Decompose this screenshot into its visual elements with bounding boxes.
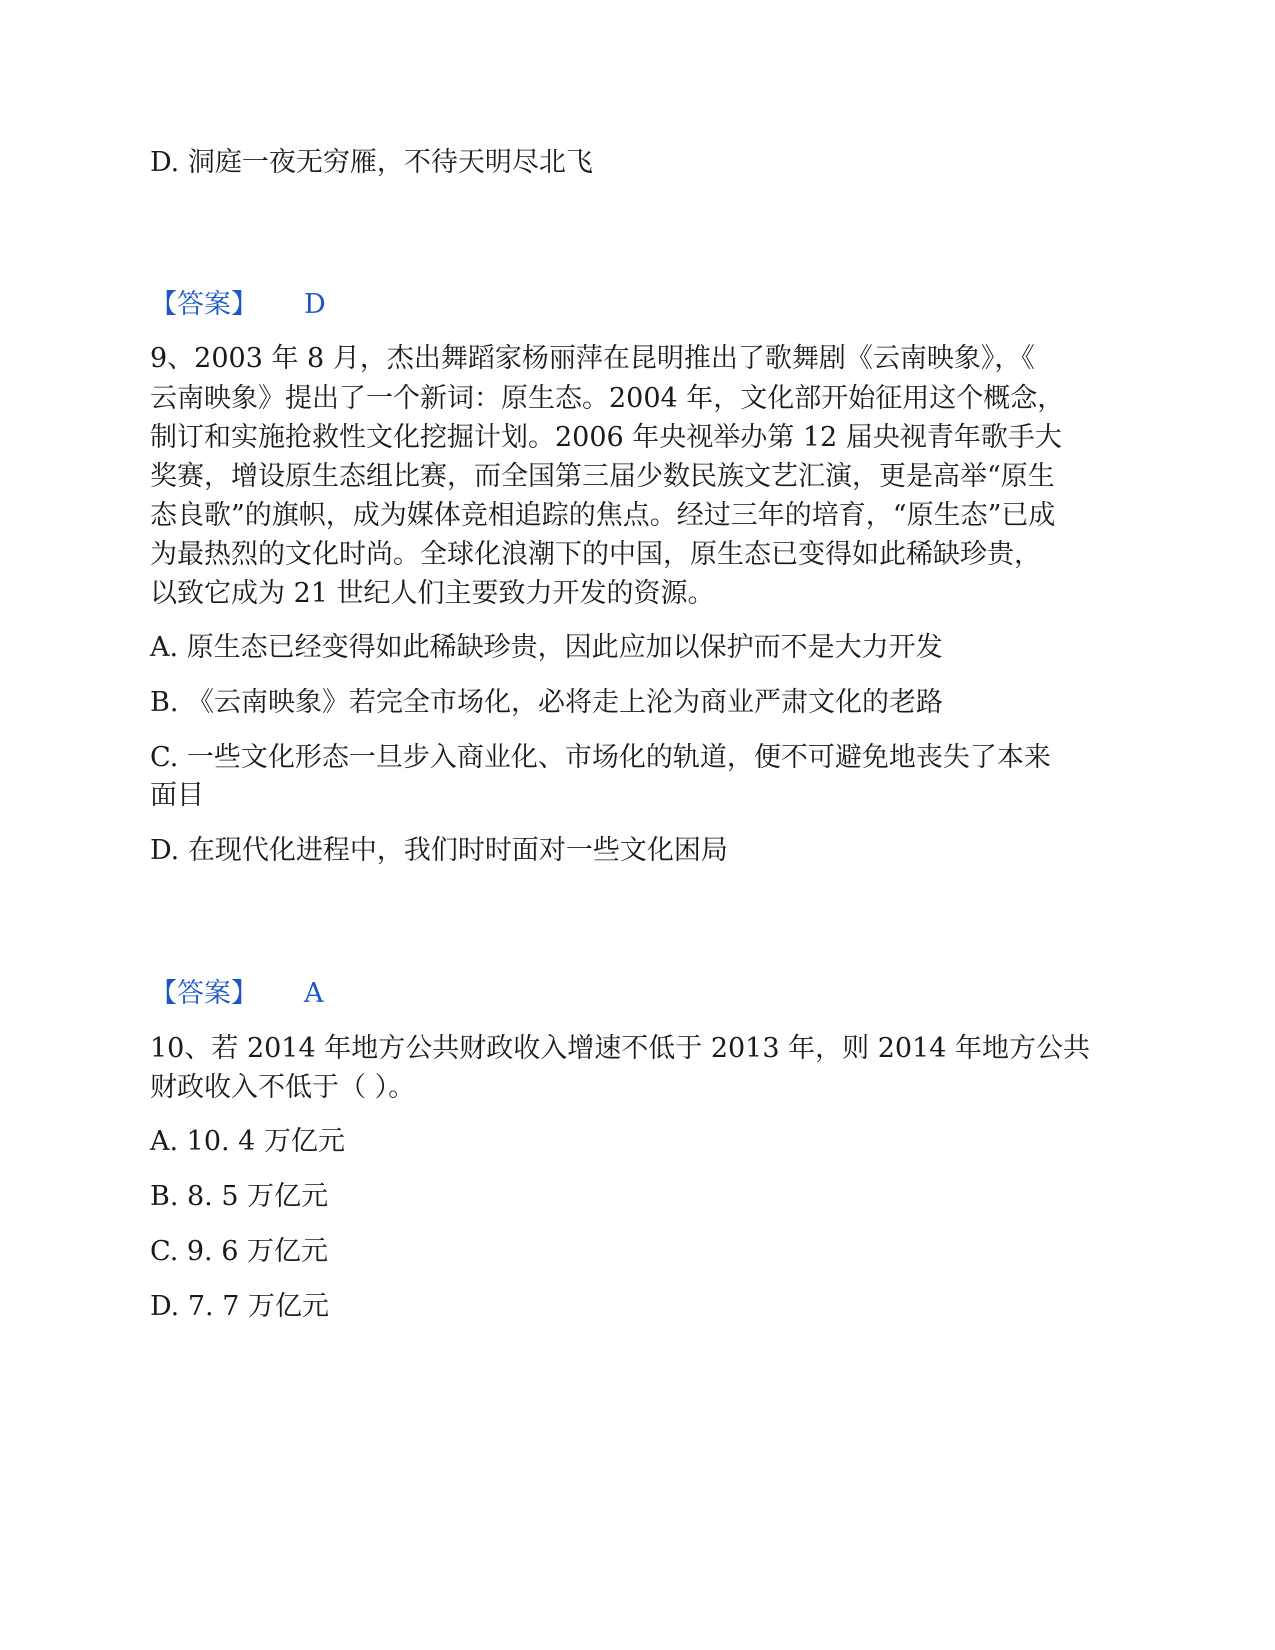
q9-stem-line-3: 制订和实施抢救性文化挖掘计划。2006 年央视举办第 12 届央视青年歌手大	[150, 422, 1062, 453]
q9-stem-line-2: 云南映象》提出了一个新词：原生态。2004 年，文化部开始征用这个概念，	[150, 383, 1065, 414]
q10-option-a: A. 10. 4 万亿元	[150, 1126, 345, 1157]
answer-label: 【答案】	[150, 978, 258, 1009]
q8-answer-row	[150, 286, 326, 324]
q9-stem-line-1: 9、2003 年 8 月，杰出舞蹈家杨丽萍在昆明推出了歌舞剧《云南映象》，《	[150, 343, 1035, 374]
q10-option-d: D. 7. 7 万亿元	[150, 1291, 329, 1322]
answer-label: 【答案】	[150, 289, 258, 320]
q9-stem-line-5: 态良歌”的旗帜，成为媒体竞相追踪的焦点。经过三年的培育，“原生态”已成	[150, 500, 1056, 531]
q9-option-c-line-1: C. 一些文化形态一旦步入商业化、市场化的轨道，便不可避免地丧失了本来	[150, 742, 1051, 773]
q9-option-c-line-2: 面目	[150, 780, 204, 811]
answer-value: A	[304, 978, 324, 1009]
q10-option-c: C. 9. 6 万亿元	[150, 1236, 328, 1267]
q10-stem-line-2: 财政收入不低于（ ）。	[150, 1072, 416, 1103]
answer-value: D	[304, 289, 326, 320]
q8-option-d: D. 洞庭一夜无穷雁，不待天明尽北飞	[150, 147, 593, 178]
q10-option-b: B. 8. 5 万亿元	[150, 1181, 329, 1212]
q9-stem-line-7: 以致它成为 21 世纪人们主要致力开发的资源。	[150, 578, 715, 609]
q9-stem-line-4: 奖赛，增设原生态组比赛，而全国第三届少数民族文艺汇演，更是高举“原生	[150, 461, 1055, 492]
q9-option-b: B. 《云南映象》若完全市场化，必将走上沦为商业严肃文化的老路	[150, 687, 944, 718]
q9-stem-line-6: 为最热烈的文化时尚。全球化浪潮下的中国，原生态已变得如此稀缺珍贵，	[150, 539, 1041, 570]
q9-option-d: D. 在现代化进程中，我们时时面对一些文化困局	[150, 835, 728, 866]
q9-answer-row	[150, 975, 324, 1013]
q9-option-a: A. 原生态已经变得如此稀缺珍贵，因此应加以保护而不是大力开发	[150, 632, 943, 663]
q10-stem-line-1: 10、若 2014 年地方公共财政收入增速不低于 2013 年，则 2014 年地方公共	[150, 1033, 1090, 1064]
